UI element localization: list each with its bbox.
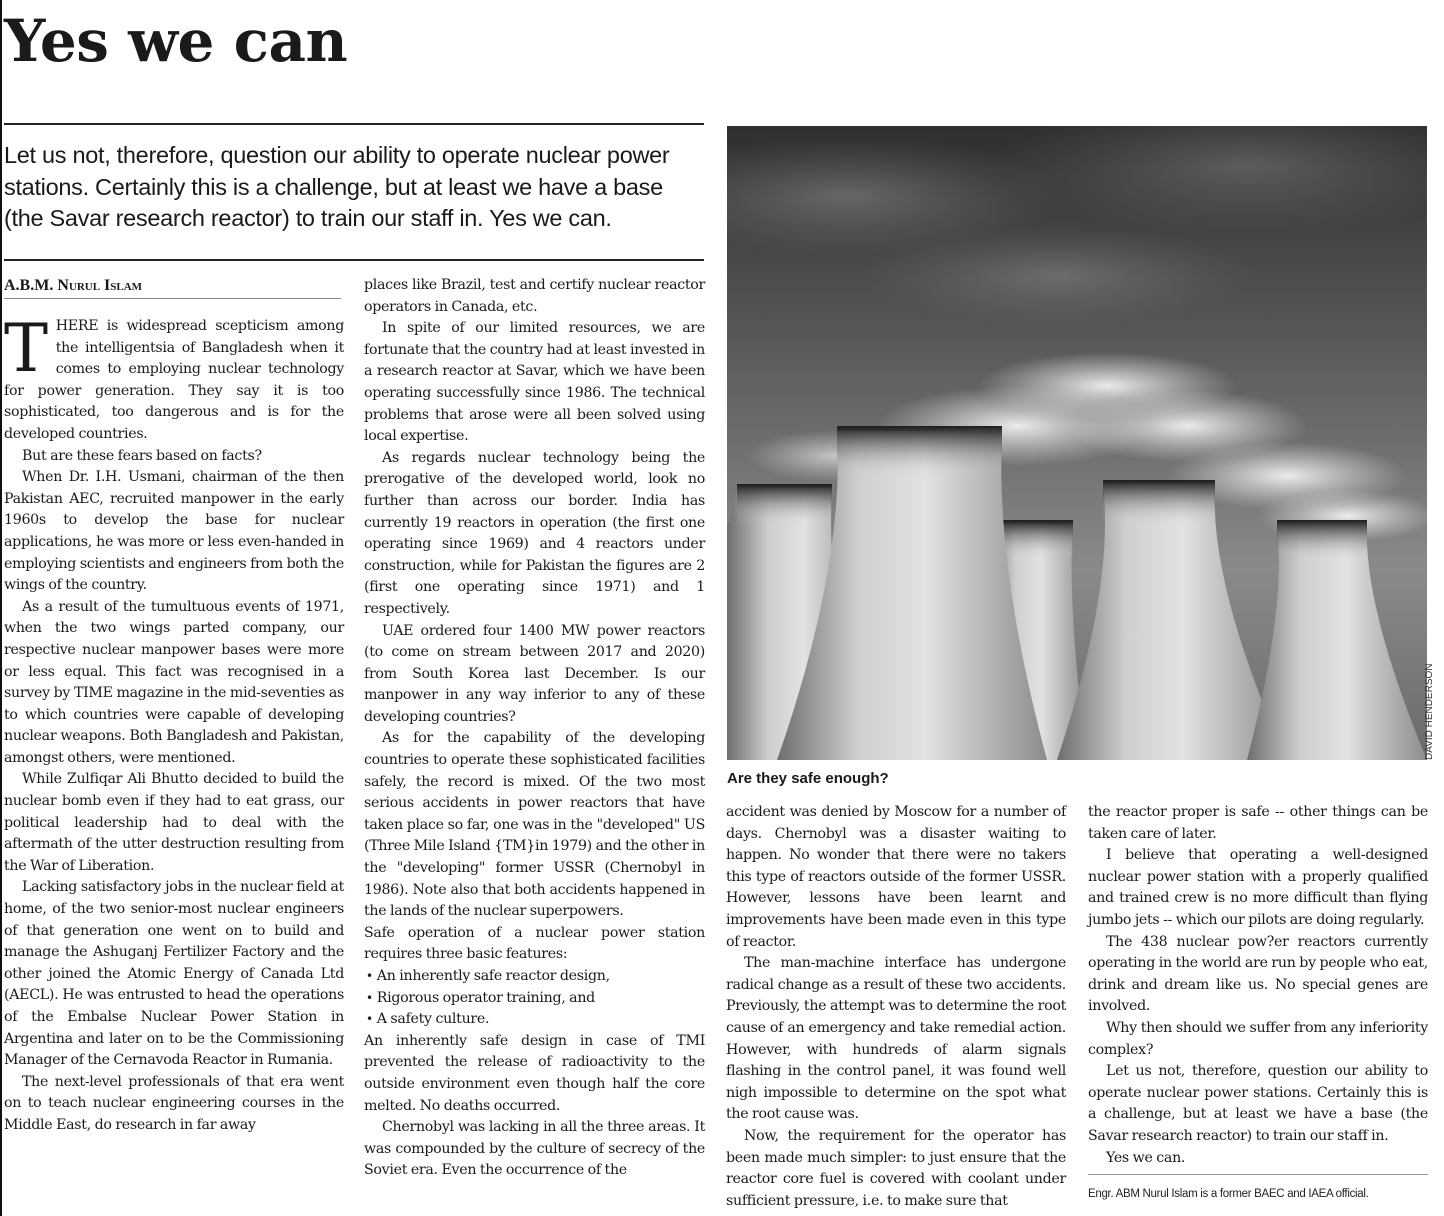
article-column-4 [1088,802,1428,1169]
page-left-border [0,0,2,1216]
paragraph: Lacking satisfactory jobs in the nuclear field at home, of the two senior-most nuclear engineers of that generation one went on to build and manage the Ashuganj Fertilizer Factory and the other joined the Atomic Energy of Canada Ltd (AECL). He was entrusted to head the operations of the Embalse Nuclear Power Station in Argentina and later on to be the Commissioning Manager of the Cernavoda Reactor in Rumania. [4,879,344,1069]
paragraph: An inherently safe design in case of TMI prevented the release of radioactivity to the outside environment even though half the core melted. No deaths occurred. [364,1032,705,1114]
paragraph: In spite of our limited resources, we are fortunate that the country had at least invested in a research reactor at Savar, which we have been operating successfully since 1986. The technical problems that arose were all been solved using local expertise. [364,320,705,445]
headline: Yes we can [4,7,348,75]
bullet-item: • A safety culture. [364,1009,705,1031]
author-bio: Engr. ABM Nurul Islam is a former BAEC and IAEA official. [1088,1188,1369,1200]
paragraph: I believe that operating a well-designed nuclear power station with a properly qualified and trained crew is no more difficult than flying jumbo jets -- which our pilots are doing regularly. [1088,847,1428,928]
paragraph: But are these fears based on facts? [22,447,262,464]
drop-cap: T [4,310,48,387]
bullet-item: • An inherently safe reactor design, [364,966,705,988]
bullet-item: • Rigorous operator training, and [364,988,705,1010]
paragraph: The 438 nuclear pow?er reactors currently operating in the world are run by people who eat, drink and dream like us. No special genes are involved. [1088,933,1428,1015]
paragraph: Chernobyl was lacking in all the three areas. It was compounded by the culture of secrecy of the Soviet era. Even the occurrence of the [364,1119,705,1179]
article-column-2 [364,275,705,1182]
paragraph: As for the capability of the developing countries to operate these sophisticated facilities safely, the record is mixed. Of the two most serious accidents in power reactors that have taken place so far, one was in the "developed" US (Three Mile Island {TM}in 1979) and the other in the "developing" former USSR (Chernobyl in 1986). Note also that both accidents happened in the lands of the nuclear superpowers. [364,730,705,920]
bio-rule [1088,1174,1428,1175]
standfirst: Let us not, therefore, question our ability to operate nuclear power stations. Certainly this is a challenge, but at least we have a base (the Savar research reactor) to train our staff in. Yes we can. [4,142,670,231]
paragraph: The man-machine interface has undergone radical change as a result of these two accidents. Previously, the attempt was to determine the root cause of an emergency and take remedial action. However, with hundreds of alarm signals flashing in the control panel, it was found well nigh impossible to determine on the spot what the root cause was. [726,955,1066,1123]
cooling-towers-illustration [727,126,1427,760]
article-column-1 [4,310,344,1137]
paragraph: Yes we can. [1106,1149,1186,1166]
photo-caption: Are they safe enough? [727,770,889,787]
paragraph: Safe operation of a nuclear power station requires three basic features: [364,924,705,963]
paragraph: UAE ordered four 1400 MW power reactors (to come on stream between 2017 and 2020) from South Korea last December. Is our manpower in any way inferior to any of these developing countries? [364,622,705,725]
paragraph: places like Brazil, test and certify nuclear reactor operators in Canada, etc. [364,277,705,315]
paragraph: the reactor proper is safe -- other things can be taken care of later. [1088,804,1428,842]
paragraph: When Dr. I.H. Usmani, chairman of the then Pakistan AEC, recruited manpower in the early 1960s to develop the base for nuclear applications, he was more or less even-handed in employing scientists and engineers from both the wings of the country. [4,469,344,594]
paragraph: accident was denied by Moscow for a number of days. Chernobyl was a disaster waiting to happen. No wonder that there were no takers this type of reactors outside of the former USSR. However, lessons have been learnt and improvements have been made even in this type of reactor. [726,804,1066,950]
paragraph: As a result of the tumultuous events of 1971, when the two wings parted company, our respective nuclear manpower bases were more or less equal. This fact was recognised in a survey by TIME magazine in the mid-seventies as to which countries were capable of developing nuclear weapons. Both Bangladesh and Pakistan, amongst others, were mentioned. [4,598,344,766]
byline [4,275,341,299]
paragraph: While Zulfiqar Ali Bhutto decided to build the nuclear bomb even if they had to eat grass, our political leadership had to deal with the aftermath of the utter destruction resulting from the War of Liberation. [4,771,344,874]
paragraph [4,310,344,446]
paragraph: As regards nuclear technology being the prerogative of the developed world, look no further than across our border. India has currently 19 reactors in operation (the first one operating since 1969) and 4 reactors under construction, while for Pakistan the figures are 2 (first one operating since 1971) and 1 respectively. [364,449,705,617]
paragraph: Now, the requirement for the operator has been made much simpler: to just ensure that the reactor core fuel is covered with coolant under sufficient pressure, i.e. to make sure that [726,1127,1066,1209]
byline-text: A.B.M. Nurul Islam [4,277,143,294]
paragraph: Why then should we suffer from any inferiority complex? [1088,1019,1428,1058]
article-column-3 [726,802,1066,1212]
paragraph: The next-level professionals of that era went on to teach nuclear engineering courses in the Middle East, do research in far away [4,1073,344,1133]
standfirst-bottom-rule [4,259,704,261]
standfirst-top-rule [4,123,704,125]
photo-credit: DAVID HENDERSON [1424,663,1435,760]
paragraph-text: HERE is widespread scepticism among the intelligentsia of Bangladesh when it comes to employing nuclear technology for power generation. They say it is too sophisticated, too dangerous and is for the developed countries. [4,318,344,442]
paragraph: Let us not, therefore, question our ability to operate nuclear power stations. Certainly this is a challenge, but at least we have a base (the Savar research reactor) to train our staff in. [1088,1063,1428,1144]
cooling-towers-photo [727,126,1427,760]
